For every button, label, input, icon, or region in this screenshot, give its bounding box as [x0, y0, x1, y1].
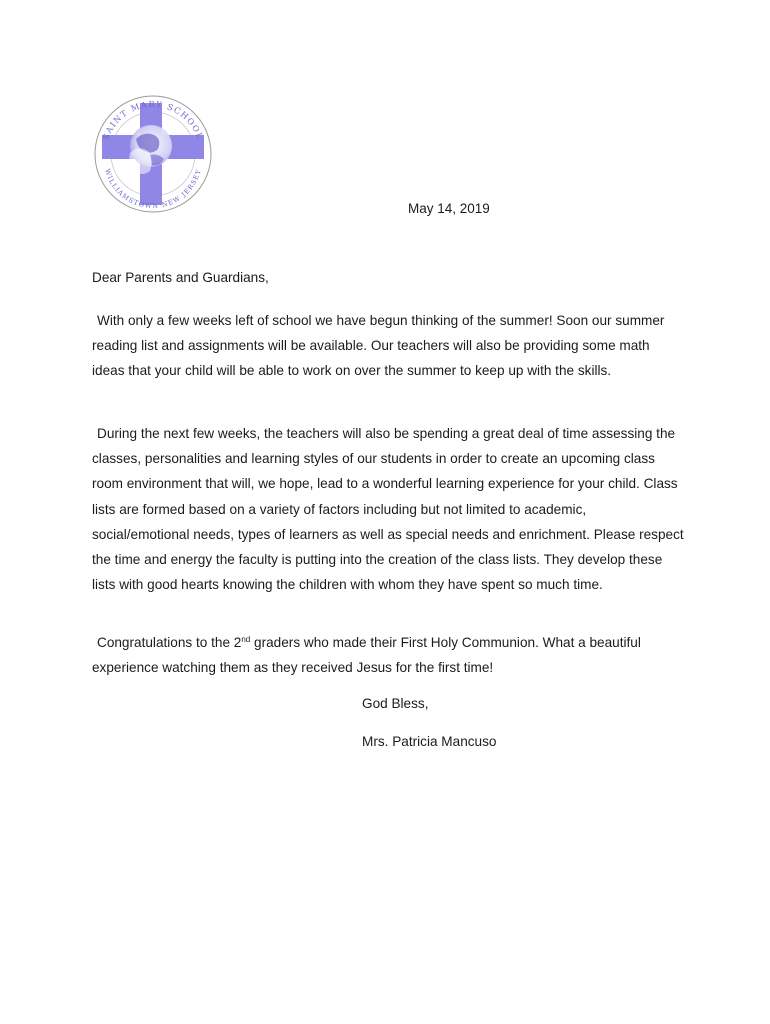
paragraph-communion	[92, 630, 684, 680]
svg-text:WILLIAMSTOWN NEW JERSEY: WILLIAMSTOWN NEW JERSEY	[103, 167, 203, 211]
signature: Mrs. Patricia Mancuso	[362, 734, 497, 749]
svg-text:SAINT MARY SCHOOL: SAINT MARY SCHOOL	[100, 98, 206, 142]
closing: God Bless,	[362, 696, 429, 711]
communion-text-end: graders who made their First Holy Communion. What a beautiful experience watching them as they received Jesus for the first time!	[92, 635, 641, 676]
school-seal-logo	[92, 93, 214, 215]
paragraph-class-lists: During the next few weeks, the teachers will also be spending a great deal of time assessing the classes, personalities and learning styles of our students in order to create an upcoming class room environment that will, we hope, lead to a wonderful learning experience for your child. Class lists are formed based on a variety of factors including but not limited to academic, social/emotional needs, types of learners as well as special needs and enrichment. Please respect the time and energy the faculty is putting into the creation of the class lists. They develop these lists with good hearts knowing the children with whom they have spent so much time.	[92, 426, 684, 593]
ordinal-suffix: nd	[241, 635, 251, 644]
paragraph-summer-reading: With only a few weeks left of school we have begun thinking of the summer! Soon our summer reading list and assignments will be available. Our teachers will also be providing some math ideas that your child will be able to work on over the summer to keep up with the skills.	[92, 313, 665, 379]
salutation: Dear Parents and Guardians,	[92, 270, 269, 285]
letter-date: May 14, 2019	[408, 201, 490, 216]
communion-text-start: Congratulations to the 2	[97, 635, 242, 650]
cross-globe-emblem-icon	[92, 93, 214, 215]
